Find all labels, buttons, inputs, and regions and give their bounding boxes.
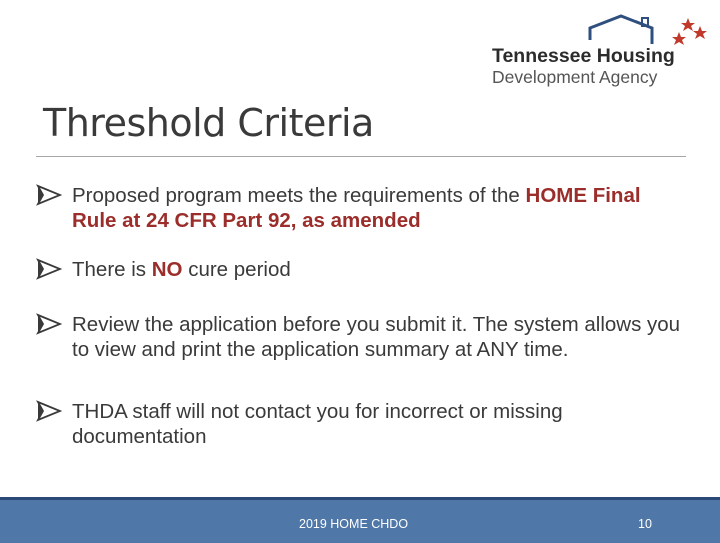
arrow-bullet-icon	[36, 184, 62, 206]
title-divider	[36, 156, 686, 157]
footer-bar	[0, 497, 720, 543]
bullet-text: There is	[72, 258, 152, 281]
slide-title: Threshold Criteria	[43, 101, 374, 145]
bullet-list	[36, 183, 686, 449]
page-number: 10	[638, 517, 652, 531]
logo-line-2: Development Agency	[492, 67, 658, 87]
thda-logo	[478, 8, 716, 88]
logo-line-1: Tennessee Housing	[492, 45, 675, 67]
bullet-highlight: NO	[151, 258, 183, 281]
bullet-text: THDA staff will not contact you for incorrect or missing documentation	[72, 400, 563, 448]
arrow-bullet-icon	[36, 313, 62, 335]
stars-icon	[672, 18, 707, 45]
bullet-text: Review the application before you submit it. The system allows you to view and print the application summary at ANY time.	[72, 313, 681, 361]
bullet-item	[36, 257, 686, 282]
bullet-item	[36, 399, 686, 449]
footer-label: 2019 HOME CHDO	[299, 517, 409, 531]
bullet-text-end: cure period	[182, 258, 291, 281]
bullet-highlight: HOME Final Rule at 24 CFR Part 92, as amended	[72, 184, 641, 232]
bullet-item	[36, 183, 686, 233]
bullet-text: Proposed program meets the requirements of the	[72, 184, 526, 207]
arrow-bullet-icon	[36, 400, 62, 422]
arrow-bullet-icon	[36, 258, 62, 280]
bullet-item	[36, 312, 686, 362]
